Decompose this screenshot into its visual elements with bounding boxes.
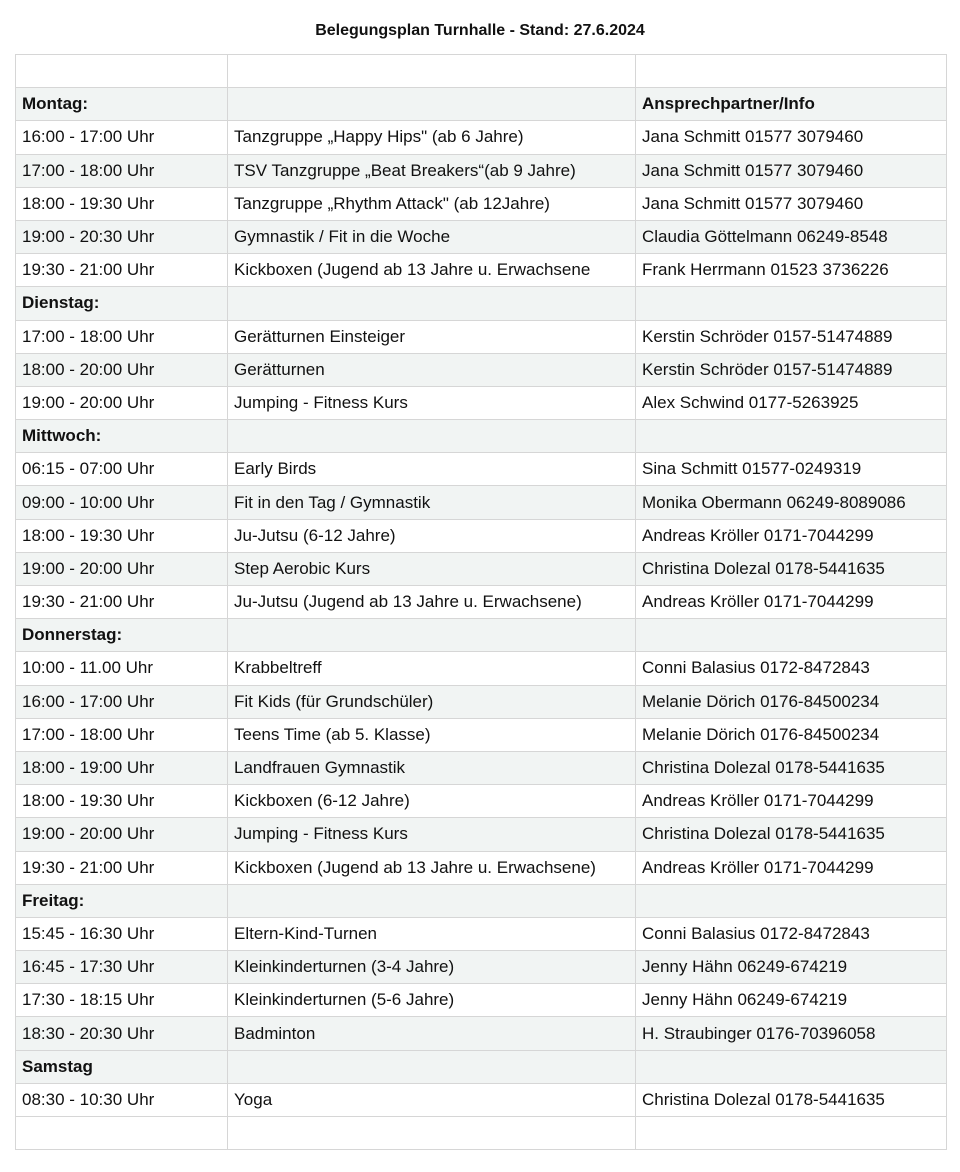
contact-cell: Alex Schwind 0177-5263925: [636, 386, 947, 419]
empty-cell: [228, 619, 636, 652]
time-cell: 09:00 - 10:00 Uhr: [16, 486, 228, 519]
contact-cell: Conni Balasius 0172-8472843: [636, 917, 947, 950]
time-cell: 17:30 - 18:15 Uhr: [16, 984, 228, 1017]
blank-row: [16, 1117, 947, 1150]
schedule-row: [16, 552, 947, 585]
activity-cell: Badminton: [228, 1017, 636, 1050]
schedule-row: [16, 453, 947, 486]
schedule-row: [16, 1017, 947, 1050]
contact-cell: Claudia Göttelmann 06249-8548: [636, 220, 947, 253]
contact-column-label: [636, 1050, 947, 1083]
schedule-row: [16, 718, 947, 751]
schedule-row: [16, 320, 947, 353]
time-cell: 06:15 - 07:00 Uhr: [16, 453, 228, 486]
contact-cell: Melanie Dörich 0176-84500234: [636, 685, 947, 718]
activity-cell: Eltern-Kind-Turnen: [228, 917, 636, 950]
day-label: Donnerstag:: [16, 619, 228, 652]
contact-column-label: [636, 619, 947, 652]
day-header-row: [16, 619, 947, 652]
schedule-body: [16, 55, 947, 1150]
activity-cell: Yoga: [228, 1083, 636, 1116]
empty-cell: [228, 884, 636, 917]
empty-cell: [228, 1117, 636, 1150]
schedule-row: [16, 154, 947, 187]
activity-cell: Kickboxen (6-12 Jahre): [228, 785, 636, 818]
day-label: Mittwoch:: [16, 420, 228, 453]
activity-cell: Kleinkinderturnen (5-6 Jahre): [228, 984, 636, 1017]
contact-cell: Conni Balasius 0172-8472843: [636, 652, 947, 685]
contact-column-label: [636, 287, 947, 320]
contact-cell: Andreas Kröller 0171-7044299: [636, 586, 947, 619]
time-cell: 18:00 - 20:00 Uhr: [16, 353, 228, 386]
contact-cell: Jana Schmitt 01577 3079460: [636, 121, 947, 154]
empty-cell: [228, 420, 636, 453]
schedule-row: [16, 917, 947, 950]
empty-cell: [228, 1050, 636, 1083]
schedule-row: [16, 353, 947, 386]
time-cell: 17:00 - 18:00 Uhr: [16, 154, 228, 187]
activity-cell: Krabbeltreff: [228, 652, 636, 685]
activity-cell: Teens Time (ab 5. Klasse): [228, 718, 636, 751]
time-cell: 08:30 - 10:30 Uhr: [16, 1083, 228, 1116]
day-label: Samstag: [16, 1050, 228, 1083]
activity-cell: Landfrauen Gymnastik: [228, 751, 636, 784]
schedule-row: [16, 121, 947, 154]
activity-cell: Ju-Jutsu (Jugend ab 13 Jahre u. Erwachsene): [228, 586, 636, 619]
day-header-row: [16, 884, 947, 917]
contact-cell: Christina Dolezal 0178-5441635: [636, 818, 947, 851]
empty-cell: [636, 55, 947, 88]
day-label: Montag:: [16, 88, 228, 121]
contact-column-label: [636, 884, 947, 917]
time-cell: 19:00 - 20:00 Uhr: [16, 386, 228, 419]
contact-cell: Kerstin Schröder 0157-51474889: [636, 353, 947, 386]
schedule-row: [16, 486, 947, 519]
time-cell: 18:30 - 20:30 Uhr: [16, 1017, 228, 1050]
activity-cell: Gymnastik / Fit in die Woche: [228, 220, 636, 253]
activity-cell: Fit in den Tag / Gymnastik: [228, 486, 636, 519]
contact-cell: Christina Dolezal 0178-5441635: [636, 552, 947, 585]
time-cell: 19:00 - 20:00 Uhr: [16, 818, 228, 851]
day-label: Freitag:: [16, 884, 228, 917]
schedule-row: [16, 685, 947, 718]
activity-cell: Gerätturnen: [228, 353, 636, 386]
activity-cell: Jumping - Fitness Kurs: [228, 818, 636, 851]
time-cell: 16:45 - 17:30 Uhr: [16, 951, 228, 984]
schedule-row: [16, 751, 947, 784]
day-header-row: [16, 1050, 947, 1083]
time-cell: 15:45 - 16:30 Uhr: [16, 917, 228, 950]
schedule-row: [16, 254, 947, 287]
page-title: Belegungsplan Turnhalle - Stand: 27.6.2024: [315, 22, 645, 39]
contact-cell: Sina Schmitt 01577-0249319: [636, 453, 947, 486]
time-cell: 17:00 - 18:00 Uhr: [16, 320, 228, 353]
activity-cell: Jumping - Fitness Kurs: [228, 386, 636, 419]
contact-cell: H. Straubinger 0176-70396058: [636, 1017, 947, 1050]
time-cell: 19:30 - 21:00 Uhr: [16, 254, 228, 287]
activity-cell: TSV Tanzgruppe „Beat Breakers“(ab 9 Jahre): [228, 154, 636, 187]
contact-column-label: Ansprechpartner/Info: [636, 88, 947, 121]
contact-cell: Monika Obermann 06249-8089086: [636, 486, 947, 519]
activity-cell: Gerätturnen Einsteiger: [228, 320, 636, 353]
contact-cell: Jana Schmitt 01577 3079460: [636, 154, 947, 187]
schedule-row: [16, 818, 947, 851]
activity-cell: Tanzgruppe „Rhythm Attack" (ab 12Jahre): [228, 187, 636, 220]
schedule-row: [16, 951, 947, 984]
contact-cell: Christina Dolezal 0178-5441635: [636, 751, 947, 784]
empty-cell: [228, 88, 636, 121]
schedule-row: [16, 851, 947, 884]
activity-cell: Kleinkinderturnen (3-4 Jahre): [228, 951, 636, 984]
activity-cell: Ju-Jutsu (6-12 Jahre): [228, 519, 636, 552]
schedule-row: [16, 984, 947, 1017]
schedule-row: [16, 386, 947, 419]
contact-cell: Andreas Kröller 0171-7044299: [636, 519, 947, 552]
activity-cell: Kickboxen (Jugend ab 13 Jahre u. Erwachsene: [228, 254, 636, 287]
contact-cell: Jenny Hähn 06249-674219: [636, 951, 947, 984]
activity-cell: Tanzgruppe „Happy Hips" (ab 6 Jahre): [228, 121, 636, 154]
time-cell: 19:00 - 20:30 Uhr: [16, 220, 228, 253]
time-cell: 19:30 - 21:00 Uhr: [16, 851, 228, 884]
time-cell: 19:00 - 20:00 Uhr: [16, 552, 228, 585]
activity-cell: Early Birds: [228, 453, 636, 486]
activity-cell: Fit Kids (für Grundschüler): [228, 685, 636, 718]
day-header-row: [16, 287, 947, 320]
time-cell: 18:00 - 19:00 Uhr: [16, 751, 228, 784]
day-header-row: [16, 420, 947, 453]
schedule-row: [16, 586, 947, 619]
contact-cell: Frank Herrmann 01523 3736226: [636, 254, 947, 287]
time-cell: 18:00 - 19:30 Uhr: [16, 785, 228, 818]
activity-cell: Kickboxen (Jugend ab 13 Jahre u. Erwachsene): [228, 851, 636, 884]
time-cell: 16:00 - 17:00 Uhr: [16, 685, 228, 718]
contact-cell: Jana Schmitt 01577 3079460: [636, 187, 947, 220]
contact-cell: Andreas Kröller 0171-7044299: [636, 785, 947, 818]
time-cell: 18:00 - 19:30 Uhr: [16, 519, 228, 552]
schedule-row: [16, 519, 947, 552]
empty-cell: [16, 1117, 228, 1150]
day-header-row: [16, 88, 947, 121]
empty-cell: [228, 287, 636, 320]
empty-cell: [636, 1117, 947, 1150]
contact-cell: Melanie Dörich 0176-84500234: [636, 718, 947, 751]
blank-row: [16, 55, 947, 88]
contact-cell: Andreas Kröller 0171-7044299: [636, 851, 947, 884]
time-cell: 17:00 - 18:00 Uhr: [16, 718, 228, 751]
schedule-row: [16, 785, 947, 818]
schedule-row: [16, 652, 947, 685]
activity-cell: Step Aerobic Kurs: [228, 552, 636, 585]
day-label: Dienstag:: [16, 287, 228, 320]
time-cell: 19:30 - 21:00 Uhr: [16, 586, 228, 619]
time-cell: 18:00 - 19:30 Uhr: [16, 187, 228, 220]
time-cell: 10:00 - 11.00 Uhr: [16, 652, 228, 685]
schedule-row: [16, 1083, 947, 1116]
contact-cell: Kerstin Schröder 0157-51474889: [636, 320, 947, 353]
contact-column-label: [636, 420, 947, 453]
schedule-row: [16, 187, 947, 220]
empty-cell: [16, 55, 228, 88]
schedule-table: [15, 54, 947, 1150]
contact-cell: Jenny Hähn 06249-674219: [636, 984, 947, 1017]
contact-cell: Christina Dolezal 0178-5441635: [636, 1083, 947, 1116]
time-cell: 16:00 - 17:00 Uhr: [16, 121, 228, 154]
empty-cell: [228, 55, 636, 88]
schedule-row: [16, 220, 947, 253]
